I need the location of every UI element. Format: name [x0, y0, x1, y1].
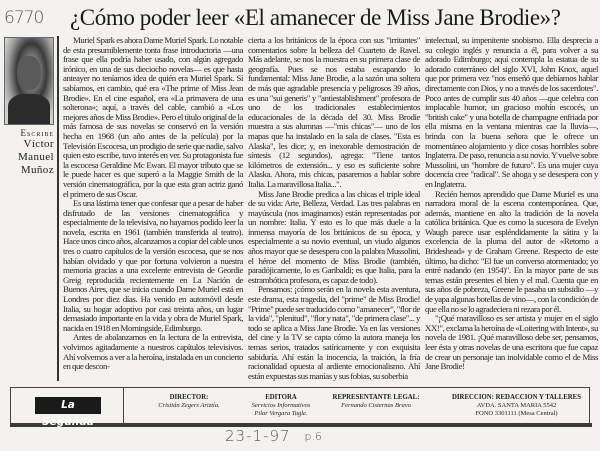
representante-name: Fernando Cisternas Bravo — [341, 401, 411, 409]
author-name-middle: Manuel — [17, 151, 54, 163]
footer-direccion — [449, 394, 584, 417]
byline — [0, 128, 54, 177]
author-name-last: Muñoz — [20, 164, 54, 176]
paragraph: Recién hemos aprendido que Dame Muriel es una narradora moral de la escena contemporánea. Que, además, mantiene en alto la tradición de la novela católica británica. Que es como la sucesora de Evelyn Waugh parece usar espléndidamente la sátira y la excelencia de la pluma del autor de «Retorno a Brideshead» y de Graham Greene. Respecto de este último, ha dicho: "El fue un converso atormentado; yo entré nadando (en 1954)". En la mayor parte de sus temas están presentes el bien y el mal. Cuenta que en sus años de pobreza, Greene le pasaba un subsidio —y de yapa algunas botellas de vino—, con la condición de que ella no se lo agradeciera ni rezara por él. — [425, 188, 598, 314]
paragraph: intelectual, su impenitente snobismo. Ella desprecia a su colegio inglés y renuncia a él, para volver a su adorado Edimburgo; aquí contempla la estatua de su adorado coterráneo del siglo XVI, John Knox, aquel que por primera vez "nos enseñó que debíamos hablar directamente con Dios, y no a través de los sacerdotes". Poco antes de cumplir sus 40 años —que celebra con implacable humor, un gracioso mohín escocés, un "british cake" y una botella de champagne enfriada por ella misma en la ventana mientras cae la lluvia—, brinda con la buena señora que le ofrece un momentáneo alojamiento y dice cosas horribles sobre Inglaterra. De paso, renuncia a su novio. Y vuelve sobre Mussolini, un "hombre de futuro". Es una mujer cuya docencia cree "radical". Se ahoga y se desespera con y en Inglaterra. — [425, 35, 598, 189]
direccion-phone: FONO 3301111 (Mesa Central) — [475, 409, 558, 417]
director-label: DIRECTOR: — [169, 394, 209, 402]
author-photo-face — [17, 56, 41, 90]
direccion-address: AVDA. SANTA MARIA 5542 — [476, 401, 557, 409]
director-name: Cristián Zegers Ariztía. — [158, 401, 220, 409]
paragraph: cierta a los británicos de la época con sus "irritantes" comentarios sobre la belleza del Cuarteto de Ravel. Más adelante, se nos la muestra en su primera clase de geografía. Pues se nos estaba escapando lo fundamental: Miss Jane Brodie, a la sazón una soltera de más que agradable presencia y peligrosos 39 años, es una "sui generis" y "antiestablishment" profesora de uno de los tradicionales establecimientos educacionales de la década del 30. Miss Brodie muestra a sus alumnas —"mis chicas"— uno de los mapas que ha instalado en la sala de clases. "Esta es Alaska", les dice; y, en inexorable demostración de síntesis (12 segundos), agrega: "Tiene tantos kilómetros de extensión... y eso es suficiente sobre Alaska. Ahora, mis chicas, pasaremos a hablar sobre Italia. La maravillosa Italia...". — [248, 35, 420, 189]
article-headline: ¿Cómo poder leer «El amanecer de Miss Jane Brodie»? — [70, 5, 561, 30]
direccion-label: DIRECCION: REDACCION Y TALLERES — [452, 394, 581, 402]
masthead-footer — [10, 387, 590, 429]
paragraph: Muriel Spark es ahora Dame Muriel Spark. Lo notable de esta presumiblemente tonta frase introductoria —una frase que ella podría haber usado, con algún agregado irónico, en una de sus dieciocho novelas— es que hasta anteayer no teníamos idea de quién era Muriel Spark. Sí sabíamos, en cambio, qué era «The prime of Miss Jean Brodie». En el cine español, era «La primavera de una solterona»; aquí, a través del cable, cambió a «Los mejores años de Miss Brodie». Pero el título original de la más famosa de sus novelas se conservó en la versión hecha en 1968 (un año antes de la película) por la Televisión Escocesa, un prodigio de serie que nadie, salvo quien esto escribe, tuvo interés en ver. Su protagonista fue la escocesa Geraldine Mc Ewan. El mayor tributo que se le puede hacer es que superó a la Maggie Smith de la versión cinematográfica, por la que esta gran actriz ganó el primero de sus Oscar. — [63, 35, 243, 199]
editora-line-1: Servicios Informativos — [251, 401, 311, 409]
byline-kicker: Escribe — [20, 128, 54, 138]
footer-representante — [311, 394, 441, 409]
handwritten-page: p.6 — [304, 429, 323, 443]
representante-label: REPRESENTANTE LEGAL: — [332, 394, 420, 402]
author-name-first: Víctor — [23, 138, 54, 150]
handwritten-date: 23-1-97 — [225, 427, 291, 446]
article-column-3 — [425, 36, 598, 381]
article-column-1 — [57, 36, 243, 381]
footer-director — [139, 394, 239, 409]
editora-label: EDITORA — [265, 394, 297, 402]
paragraph: "¡Qué maravilloso es ser artista y mujer en el siglo XX!", exclama la heroína de «Loitering with Intent», su novela de 1981. ¡Qué maravilloso debe ser, pensamos, leer ésta y otras novelas de una escritora que fue capaz de crear un personaje tan inolvidable como el de Miss Jane Brodie! — [425, 313, 598, 372]
editora-line-2: Pilar Vergara Tagle. — [254, 409, 308, 417]
paragraph: Antes de abalanzarnos en la lectura de la entrevista, volvimos agitadamente a nuestros capítulos televisivos. Ahí volvemos a ver a la heroína, instalada en un concierto en que descon- — [63, 332, 243, 372]
author-photo-body — [8, 94, 50, 124]
archive-number-handwritten: 6770 — [4, 8, 44, 28]
paragraph: Es una lástima tener que confesar que a pesar de haber disfrutado de las versiones cinematográfica y especialmente de la televisiva, no hayamos podido leer la novela, escrita en 1961 (también transferida al teatro). Hace unos cinco años, alcanzamos a copiar del cable unos tres o cuatro capítulos de la versión escocesa, que se nos habían olvidado y que por fortuna volvieron a nuestra memoria gracias a una excelente entrevista de Geordie Greig reproducida recientemente en La Nación de Buenos Aires, que se inicia cuando Dame Muriel está en Londres por diez días. Ha venido en automóvil desde Italia, su hogar adoptivo por casi treinta años, un lugar demasiado importante en la vida y obra de Muriel Spark, nacida en 1918 en Morningside, Edimburgo. — [63, 198, 243, 333]
paragraph: Pensamos: ¡cómo serán en la novela esta aventura, este drama, esta tragedia, del "prime" de Miss Brodie! "Prime" puede ser traducido como "amanecer", "flor de la vida", "plenitud", "flor y nata", "de primera clase"... y todo se aplica a Miss Jane Brodie. Ya en las versiones del cine y la TV se capta cómo la autora maneja los temas serios, tratados satíricamente y con exquisita sabiduría. Ahí están la inocencia, la traición, la fría racionalidad opuesta al ardiente emocionalismo. Ahí están expuestas sus manías y sus fobias, su soberbia — [248, 284, 420, 381]
paragraph: Miss Jane Brodie predica a las chicas el triple ideal de su vida: Arte, Belleza, Verdad. Las tres palabras en mayúscula (nos imaginamos) están representadas por un nombre: Italia. Y esto es lo que más duele a la inmensa mayoría de los británicos de su época, y especialmente a su novio eventual, un viudo algunos años mayor que se desespera con la palabra Mussolini, el héroe del momento de Miss Brodie (también, paradójicamente, lo es Garibaldi; es que Italia, para la estrambótica profesora, es capaz de todo). — [248, 188, 420, 285]
article-column-2 — [248, 36, 420, 381]
la-segunda-logo: La Segunda — [35, 397, 101, 414]
footer-divider — [123, 388, 124, 424]
author-photo — [4, 37, 54, 125]
